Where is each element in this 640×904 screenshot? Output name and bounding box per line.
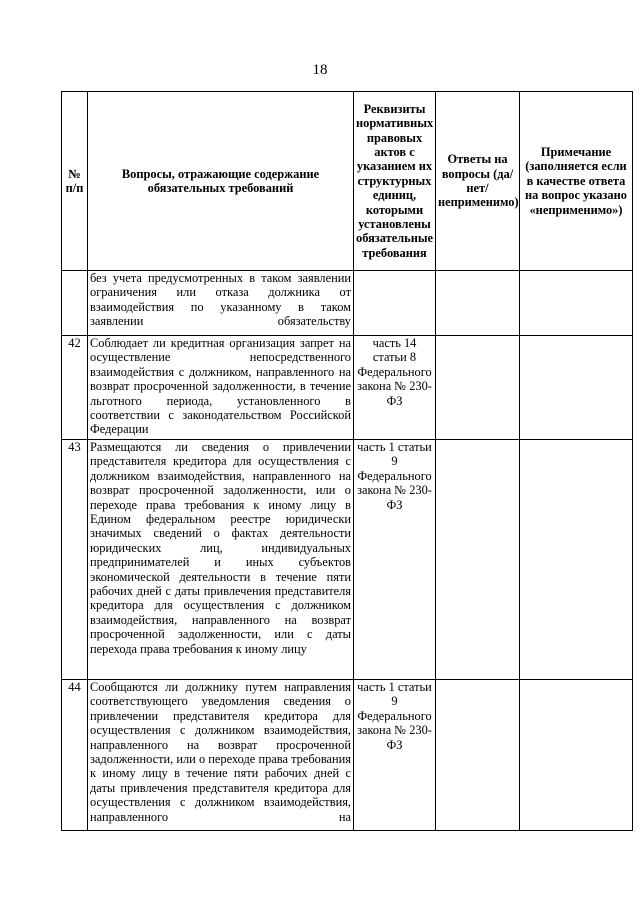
row-note-cell[interactable] (520, 680, 633, 831)
table-row (62, 336, 633, 440)
header-requisites: Реквизиты нормативных правовых актов с указанием их структурных единиц, которыми установлены обязательные требования (354, 92, 436, 271)
row-answer-cell[interactable] (436, 440, 520, 680)
row-num: 42 (62, 336, 88, 440)
header-note: Примечание (заполняется если в качестве ответа на вопрос указано «неприменимо») (520, 92, 633, 271)
row-num (62, 271, 88, 336)
row-answer-cell[interactable] (436, 336, 520, 440)
header-num: № п/п (62, 92, 88, 271)
requirements-table (61, 91, 633, 831)
row-num: 44 (62, 680, 88, 831)
row-question: без учета предусмотренных в таком заявлении ограничения или отказа должника от взаимодействия по указанному в таком заявлении обязательству (88, 271, 354, 336)
row-note-cell[interactable] (520, 336, 633, 440)
row-requisites: часть 1 статьи 9 Федерального закона № 230-ФЗ (354, 440, 436, 680)
table-row (62, 440, 633, 680)
row-requisites (354, 271, 436, 336)
header-questions: Вопросы, отражающие содержание обязательных требований (88, 92, 354, 271)
table-row (62, 680, 633, 831)
row-requisites: часть 14 статьи 8 Федерального закона № 230-ФЗ (354, 336, 436, 440)
row-num: 43 (62, 440, 88, 680)
table-row (62, 271, 633, 336)
row-answer-cell[interactable] (436, 680, 520, 831)
page-number: 18 (312, 62, 328, 78)
row-question: Сообщаются ли должнику путем направления соответствующего уведомления сведения о привлечении представителя кредитора для осуществления с должником взаимодействия, направленного на возврат просроченной задолженности, или о переходе права требования к иному лицу в течение пяти рабочих дней с даты привлечения представителя кредитора для осуществления с должником взаимодействия, направленного на (88, 680, 354, 831)
row-answer-cell[interactable] (436, 271, 520, 336)
row-requisites: часть 1 статьи 9 Федерального закона № 230-ФЗ (354, 680, 436, 831)
row-question: Соблюдает ли кредитная организация запрет на осуществление непосредственного взаимодействия с должником, направленного на возврат просроченной задолженности, в течение льготного периода, установленного в соответствии с законодательством Российской Федерации (88, 336, 354, 440)
row-question: Размещаются ли сведения о привлечении представителя кредитора для осуществления с должником взаимодействия, направленного на возврат просроченной задолженности, или о переходе права требования к иному лицу в Едином федеральном реестре юридически значимых сведений о фактах деятельности юридических лиц, индивидуальных предпринимателей и иных субъектов экономической деятельности в течение пяти рабочих дней с даты привлечения представителя кредитора для осуществления с должником взаимодействия, направленного на возврат просроченной задолженности, или с даты перехода права требования к иному лицу (88, 440, 354, 680)
table-header-row (62, 92, 633, 271)
header-answers: Ответы на вопросы (да/нет/ неприменимо) (436, 92, 520, 271)
row-note-cell[interactable] (520, 271, 633, 336)
row-note-cell[interactable] (520, 440, 633, 680)
